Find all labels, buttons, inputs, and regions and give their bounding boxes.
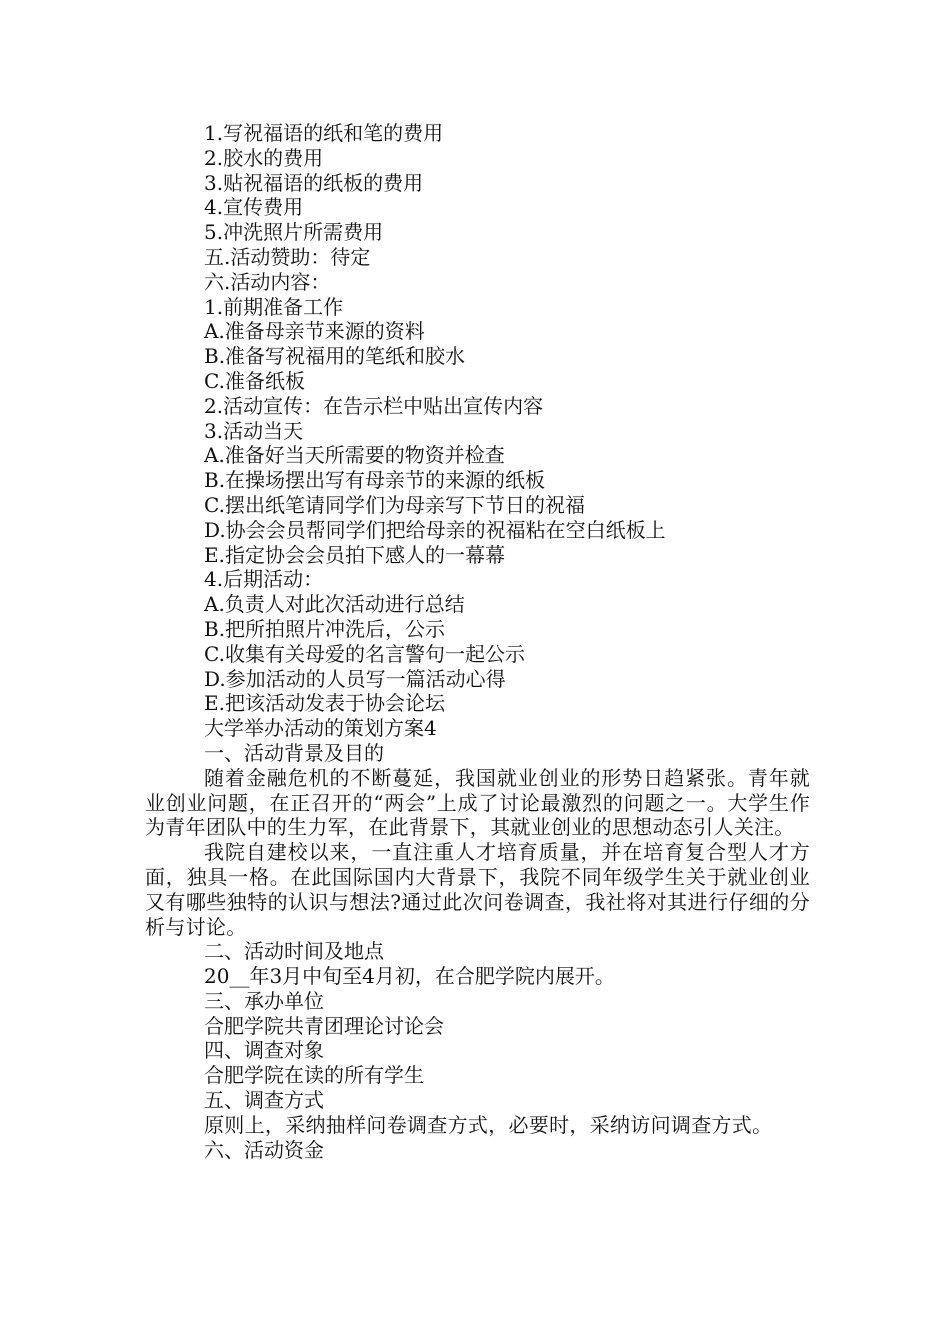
document-subtitle: 大学举办活动的策划方案4 bbox=[204, 716, 437, 741]
section-heading: 三、承办单位 bbox=[204, 988, 324, 1013]
paragraph-college: 我院自建校以来，一直注重人才培育质量，并在培育复合型人才方面，独具一格。在此国际国内大背景下，我院不同年级学生关于就业创业又有哪些独特的认识与想法?通过此次问卷调查，我社将对其进行仔细的分析与讨论。 bbox=[145, 840, 810, 939]
text-line: 2.胶水的费用 bbox=[204, 145, 324, 170]
text-line: 20__年3月中旬至4月初，在合肥学院内展开。 bbox=[204, 964, 615, 989]
text-line: C.摆出纸笔请同学们为母亲写下节日的祝福 bbox=[204, 492, 585, 517]
text-line: C.准备纸板 bbox=[204, 368, 305, 393]
text-line: 1.前期准备工作 bbox=[204, 294, 344, 319]
section-heading: 五、调查方式 bbox=[204, 1088, 324, 1113]
text-line: A.负责人对此次活动进行总结 bbox=[204, 592, 465, 617]
section-heading: 五.活动赞助：待定 bbox=[204, 244, 371, 269]
text-line: E.把该活动发表于协会论坛 bbox=[204, 691, 445, 716]
text-line: 3.贴祝福语的纸板的费用 bbox=[204, 170, 424, 195]
text-line: B.把所拍照片冲洗后，公示 bbox=[204, 616, 446, 641]
text-line: 2.活动宣传：在告示栏中贴出宣传内容 bbox=[204, 393, 544, 418]
section-heading: 六、活动资金 bbox=[204, 1137, 324, 1162]
text-line: C.收集有关母爱的名言警句一起公示 bbox=[204, 641, 525, 666]
text-line: 1.写祝福语的纸和笔的费用 bbox=[204, 121, 444, 145]
text-line: A.准备好当天所需要的物资并检查 bbox=[204, 443, 505, 468]
text-line: D.参加活动的人员写一篇活动心得 bbox=[204, 666, 506, 691]
section-heading: 四、调查对象 bbox=[204, 1038, 324, 1063]
section-heading: 一、活动背景及目的 bbox=[204, 740, 384, 765]
paragraph-method: 原则上，采纳抽样问卷调查方式，必要时，采纳访问调查方式。 bbox=[204, 1112, 773, 1137]
text-line: 5.冲洗照片所需费用 bbox=[204, 220, 384, 245]
text-line: 合肥学院在读的所有学生 bbox=[204, 1063, 424, 1088]
section-heading: 二、活动时间及地点 bbox=[204, 939, 384, 964]
text-line: 合肥学院共青团理论讨论会 bbox=[204, 1013, 444, 1038]
text-line: B.在操场摆出写有母亲节的来源的纸板 bbox=[204, 468, 546, 493]
text-line: 4.后期活动： bbox=[204, 567, 324, 592]
section-heading: 六.活动内容： bbox=[204, 269, 331, 294]
text-line: 3.活动当天 bbox=[204, 418, 304, 443]
text-line: D.协会会员帮同学们把给母亲的祝福粘在空白纸板上 bbox=[204, 517, 666, 542]
text-line: 4.宣传费用 bbox=[204, 195, 304, 220]
text-line: B.准备写祝福用的笔纸和胶水 bbox=[204, 344, 466, 369]
text-line: A.准备母亲节来源的资料 bbox=[204, 319, 425, 344]
paragraph-background: 随着金融危机的不断蔓延，我国就业创业的形势日趋紧张。青年就业创业问题，在正召开的“两会”上成了讨论最激烈的问题之一。大学生作为青年团队中的生力军，在此背景下，其就业创业的思想动态引人关注。 bbox=[145, 765, 810, 840]
document-body bbox=[145, 121, 810, 1162]
text-line: E.指定协会会员拍下感人的一幕幕 bbox=[204, 542, 505, 567]
